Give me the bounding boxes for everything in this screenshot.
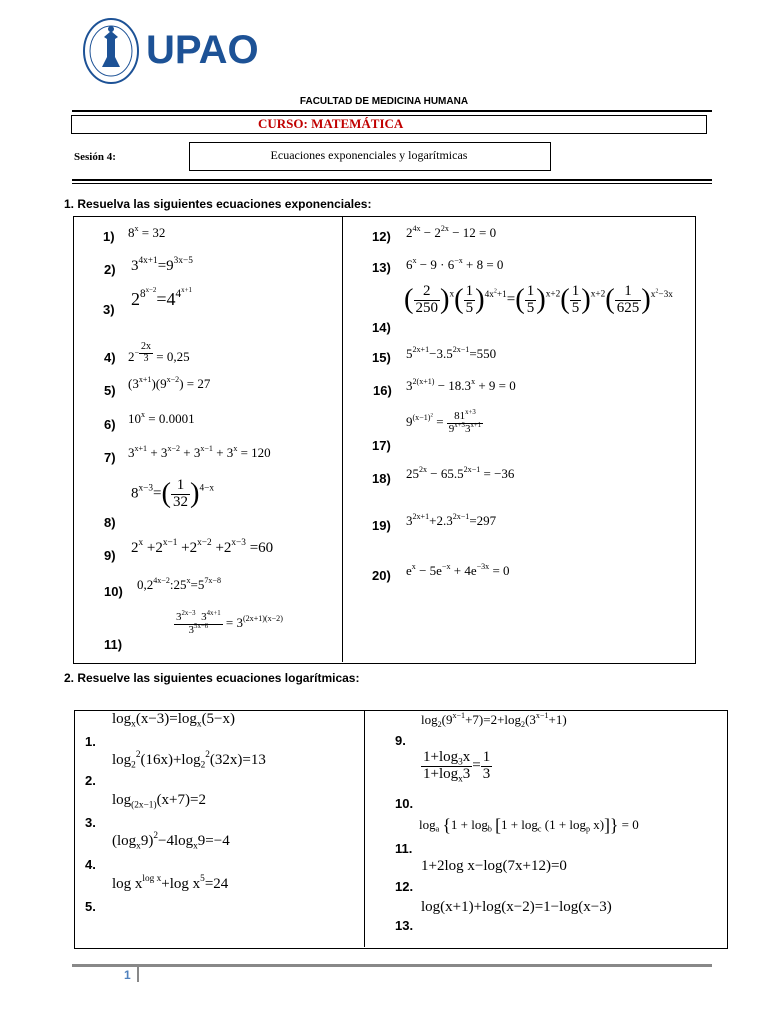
- exercise-label: 18): [372, 471, 391, 486]
- section2-heading: 2. Resuelve las siguientes ecuaciones logarítmicas:: [64, 671, 360, 685]
- exercise-label: 8): [104, 515, 116, 530]
- equation: $3^{4x+1}=9^{3x-5}$: [131, 256, 193, 274]
- exercise-label: 4): [104, 350, 116, 365]
- equation: $2^{8^{x-2}}=4^{4^{x+1}}$: [131, 286, 192, 309]
- equation: $2^{- \frac{2x}{3}}$ = 0,25: [128, 341, 190, 364]
- equation: $9^{(x-1)^2}$ = $\frac{81^{x+3}}{9^{x+3}3^{x+1}}$: [406, 408, 482, 435]
- equation: $25^{2x} - 65.5^{2x-1} = -36$: [406, 464, 515, 481]
- header-rule: [72, 110, 712, 112]
- section1-divider: [342, 216, 343, 662]
- exercise-label: 10): [104, 584, 123, 599]
- equation: $\log_x(x-3)=\log_x(5-x)$: [112, 711, 236, 730]
- equation: 1+2log x−log(7x+12)=0: [421, 858, 567, 874]
- page-number-bar: [137, 966, 139, 982]
- exercise-label: 20): [372, 568, 391, 583]
- exercise-label: 13): [372, 260, 391, 275]
- equation: $(3^{x+1})(9^{x-2}) = 27$: [128, 374, 211, 391]
- page-number: 1: [124, 968, 131, 982]
- equation: $\log_a \{1 + \log_b [1 + \log_c (1 + \log_p x)]\} = 0$: [419, 815, 639, 835]
- exercise-label: 9.: [395, 733, 406, 748]
- equation: $\log_2^2(16x)+\log_2^2(32x)=13$: [112, 750, 266, 771]
- equation: $8^{x-3}=$( $\frac{1}{32}$ )$^{4-x}$: [131, 477, 215, 510]
- double-rule-top: [72, 179, 712, 181]
- exercise-label: 12): [372, 229, 391, 244]
- exercise-label: 16): [373, 383, 392, 398]
- exercise-label: 6): [104, 417, 116, 432]
- equation: $3^{x+1} + 3^{x-2} + 3^{x-1} + 3^x = 120$: [128, 443, 271, 460]
- section1-heading: 1. Resuelva las siguientes ecuaciones exponenciales:: [64, 197, 372, 211]
- equation: $10^x = 0.0001$: [128, 409, 195, 426]
- equation: $6^x - 9 \cdot 6^{-x} + 8 = 0$: [406, 255, 504, 272]
- section2-divider: [364, 710, 365, 947]
- exercise-label: 2): [104, 262, 116, 277]
- equation: $8^x = 32$: [128, 223, 166, 240]
- exercise-label: 17): [372, 438, 391, 453]
- equation: ( $\frac{2}{250}$ )$^x$( $\frac{1}{5}$ )$^{4x^2+1}$=( $\frac{1}{5}$ )$^{x+2}$( $\frac{1}{5}$ )$^{x+2}$( $\frac{1}{625}$ )$^{x^2-3x}$: [404, 283, 673, 316]
- exercise-label: 14): [372, 320, 391, 335]
- equation: $2^x +2^{x-1} +2^{x-2} +2^{x-3} =60$: [131, 538, 274, 556]
- exercise-label: 19): [372, 518, 391, 533]
- exercise-label: 7): [104, 450, 116, 465]
- exercise-label: 15): [372, 350, 391, 365]
- exercise-label: 1): [103, 229, 115, 244]
- faculty-title: FACULTAD DE MEDICINA HUMANA: [299, 96, 469, 107]
- footer-rule: [72, 964, 712, 967]
- exercise-label: 3.: [85, 815, 96, 830]
- equation: $0,2^{4x-2}:25^x=5^{7x-8}$: [137, 575, 221, 592]
- exercise-label: 9): [104, 548, 116, 563]
- exercise-label: 5.: [85, 899, 96, 914]
- session-label: Sesión 4:: [74, 151, 116, 163]
- equation: $\log_2(9^{x-1}+7)=2+\log_2(3^{x-1}+1)$: [421, 710, 567, 729]
- equation: $5^{2x+1}-3.5^{2x-1}=550$: [406, 344, 497, 361]
- session-topic: Ecuaciones exponenciales y logarítmicas: [270, 148, 468, 162]
- exercise-label: 2.: [85, 773, 96, 788]
- equation: $e^x - 5e^{-x} + 4e^{-3x} = 0$: [406, 561, 510, 578]
- exercise-label: 10.: [395, 796, 414, 811]
- exercise-label: 12.: [395, 879, 414, 894]
- equation: $3^{2x+1}+2.3^{2x-1}=297$: [406, 511, 497, 528]
- equation: $2^{4x} - 2^{2x} - 12 = 0$: [406, 223, 497, 240]
- university-seal-icon: [82, 17, 140, 85]
- course-title: CURSO: MATEMÁTICA: [258, 116, 404, 131]
- exercise-label: 11): [104, 637, 123, 652]
- equation: $3^{2(x+1)} - 18.3^x + 9 = 0$: [406, 376, 516, 393]
- exercise-label: 13.: [395, 918, 414, 933]
- logo-wordmark: UPAO: [146, 28, 259, 72]
- exercise-label: 11.: [395, 841, 413, 856]
- exercise-label: 1.: [85, 734, 96, 749]
- exercise-label: 3): [103, 302, 115, 317]
- exercise-label: 4.: [85, 857, 96, 872]
- equation: $(\log_x9)^2-4\log_x9=-4$: [112, 831, 230, 852]
- double-rule-bottom: [72, 183, 712, 184]
- equation: log(x+1)+log(x−2)=1−log(x−3): [421, 899, 612, 915]
- equation: $\log x^{log x}+\log$ $x^5=24$: [112, 874, 229, 892]
- equation: $\frac{3^{2x-3} 3^{4x+1}}{3^{5x-6}}$ = $3^{(2x+1)(x-2)}$: [176, 609, 283, 636]
- equation: $\frac{1+\log_3x}{1+\log_x3}$ = $\frac{1}{3}$: [423, 749, 491, 784]
- equation: $\log_{(2x-1)}(x+7)=2$: [112, 792, 206, 811]
- exercise-label: 5): [104, 383, 116, 398]
